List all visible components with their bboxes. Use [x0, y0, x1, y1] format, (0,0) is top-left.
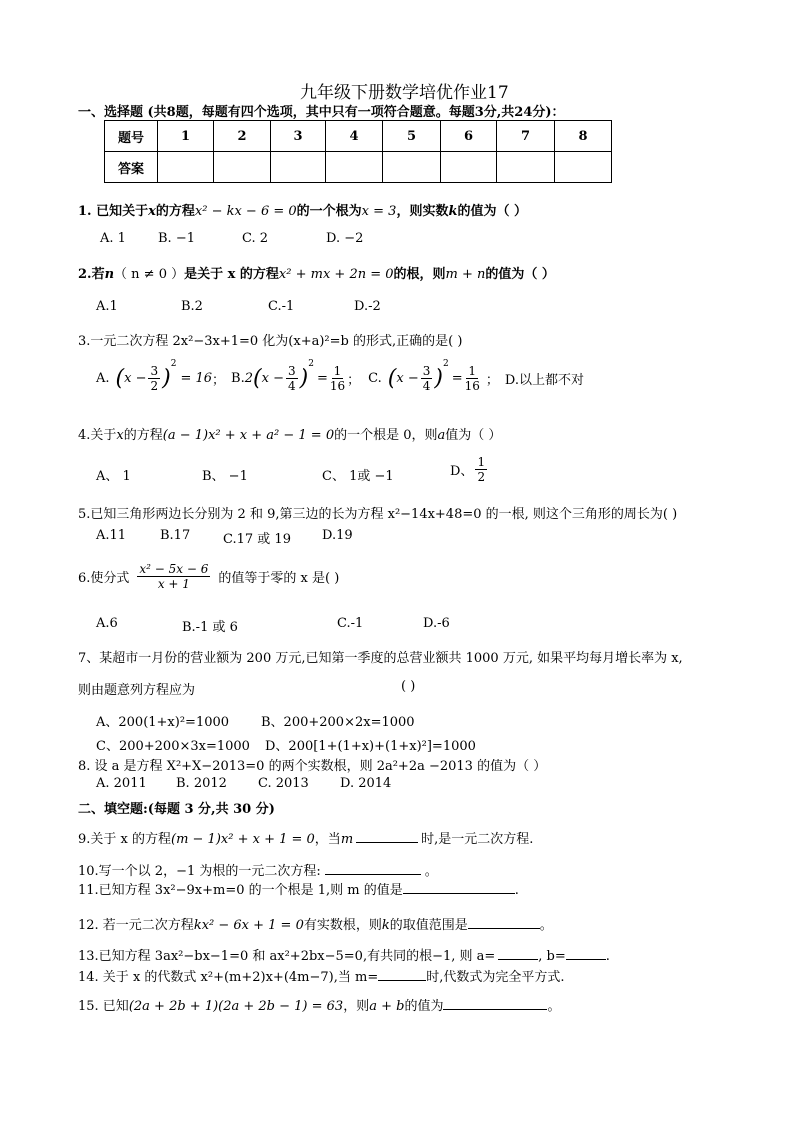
table-cell-number: 6 [441, 121, 497, 152]
q2-option-d: D.-2 [354, 299, 381, 314]
q6-option-c: C.-1 [337, 616, 364, 631]
answer-cell[interactable] [497, 152, 555, 183]
question-6-stem: 6.使分式 $\frac{\text{x² − 5x − 6}}{x + 1}$ 的值等于零的 x 是( ) [78, 561, 340, 591]
question-9: 9.关于 x 的方程(m − 1)x² + x + 1 = 0，当m 时,是一元二次方程. [78, 832, 534, 847]
q14-blank[interactable] [378, 980, 426, 981]
q11-blank[interactable] [403, 893, 515, 894]
question-2-stem: 2.若n（ n ≠ 0 ）是关于 x 的方程x² + mx + 2n = 0的根，则m + n的值为（ ） [78, 267, 555, 282]
table-cell-number: 3 [271, 121, 326, 152]
question-10: 10.写一个以 2，−1 为根的一元二次方程: 。 [78, 864, 438, 879]
question-4-stem: 4.关于x的方程(a − 1)x² + x + a² − 1 = 0的一个根是 0，则a值为（ ） [78, 428, 502, 443]
q5-option-a: A.11 [96, 528, 127, 543]
q4-d-fraction: $\frac{1}{2}$ [477, 455, 486, 484]
question-12: 12. 若一元二次方程kx² − 6x + 1 = 0有实数根，则k的取值范围是 。 [78, 918, 553, 933]
table-cell-number: 5 [383, 121, 441, 152]
table-cell-number: 8 [555, 121, 612, 152]
q2-option-c: C.-1 [268, 299, 295, 314]
table-row-numbers [105, 121, 612, 152]
q2-option-b: B.2 [181, 299, 203, 314]
q3-b-rhs: $\frac{1}{16}$ [329, 363, 346, 393]
question-1-stem: 1. 已知关于x的方程x² − kx − 6 = 0的一个根为x = 3，则实数k的值为（ ） [78, 204, 527, 219]
answer-cell[interactable] [158, 152, 214, 183]
table-cell-number: 4 [326, 121, 383, 152]
q6-option-b: B.-1 或 6 [182, 620, 238, 635]
question-7-paren: ( ) [401, 679, 416, 694]
q7-option-b: B、200+200×2x=1000 [261, 715, 415, 730]
q8-option-d: D. 2014 [340, 776, 392, 791]
q4-option-b: B、 −1 [202, 469, 248, 484]
answer-cell[interactable] [383, 152, 441, 183]
answer-table [104, 120, 612, 183]
table-label-number: 题号 [105, 121, 158, 152]
q13-blank-b[interactable] [566, 959, 606, 960]
q3-option-b-label: B. [231, 370, 245, 386]
q4-option-c: C、 1或 −1 [322, 469, 394, 484]
q9-blank[interactable] [356, 842, 418, 843]
table-cell-number: 1 [158, 121, 214, 152]
q10-blank[interactable] [325, 874, 421, 875]
answer-cell[interactable] [441, 152, 497, 183]
q3-option-d: D.以上都不对 [504, 372, 584, 388]
q3-option-a-label: A. [96, 370, 110, 386]
q1-option-a: A. 1 [100, 231, 126, 246]
question-7-line1: 7、某超市一月份的营业额为 200 万元,已知第一季度的总营业额共 1000 万元, 如果平均每月增长率为 x, [78, 651, 683, 666]
q7-option-d: D、200[1+(1+x)+(1+x)²]=1000 [265, 739, 476, 754]
q3-c-fraction: $\frac{3}{4}$ [422, 363, 431, 393]
table-cell-number: 7 [497, 121, 555, 152]
q6-option-d: D.-6 [423, 616, 450, 631]
q13-blank-a[interactable] [498, 959, 538, 960]
question-5-stem: 5.已知三角形两边长分别为 2 和 9,第三边的长为方程 x²−14x+48=0 的一根, 则这个三角形的周长为( ) [78, 507, 678, 522]
q4-option-d: D、 $\frac{1}{2}$ [450, 455, 486, 484]
q2-option-a: A.1 [96, 299, 118, 314]
table-row-answers [105, 152, 612, 183]
question-13: 13.已知方程 3ax²−bx−1=0 和 ax²+2bx−5=0,有共同的根−1, 则 a= , b= . [78, 949, 610, 964]
q1-option-b: B. −1 [158, 231, 195, 246]
section1-header: 一、选择题 (共8题，每题有四个选项，其中只有一项符合题意。每题3分,共24分)： [78, 105, 565, 120]
question-3-stem: 3.一元二次方程 2x²−3x+1=0 化为(x+a)²=b 的形式,正确的是( ) [78, 334, 463, 349]
q5-option-d: D.19 [322, 528, 353, 543]
q7-option-a: A、200(1+x)²=1000 [96, 715, 230, 730]
q8-option-a: A. 2011 [96, 776, 147, 791]
q3-c-rhs: $\frac{1}{16}$ [464, 363, 480, 393]
question-8-stem: 8. 设 a 是方程 X²+X−2013=0 的两个实数根，则 2a²+2a −2013 的值为（ ） [78, 759, 547, 774]
q8-option-c: C. 2013 [258, 776, 309, 791]
q4-option-a: A、 1 [96, 469, 131, 484]
q3-options: A. ( x − $\frac{3}{2}$ ) $^2$ = 16 ； B. 2 ( x − $\frac{3}{4}$ ) $^2$ = $\frac{1}{16}$ ； C. ( x − $\frac{3}{4}$ ) $^2$ = $\frac{1}{16}$ ； D.以上都不对 [96, 359, 584, 393]
table-cell-number: 2 [214, 121, 271, 152]
q1-option-d: D. −2 [326, 231, 364, 246]
answer-cell[interactable] [271, 152, 326, 183]
question-7-line2: 则由题意列方程应为 [78, 683, 196, 698]
question-11: 11.已知方程 3x²−9x+m=0 的一个根是 1,则 m 的值是 . [78, 883, 519, 898]
section2-header: 二、填空题:(每题 3 分,共 30 分) [78, 802, 275, 817]
q5-option-c: C.17 或 19 [223, 532, 291, 547]
question-15: 15. 已知(2a + 2b + 1)(2a + 2b − 1) = 63，则a + b的值为 。 [78, 999, 561, 1014]
q6-option-a: A.6 [96, 616, 118, 631]
q3-b-fraction: $\frac{3}{4}$ [287, 363, 296, 393]
q7-option-c: C、200+200×3x=1000 [96, 739, 250, 754]
q1-option-c: C. 2 [242, 231, 269, 246]
answer-cell[interactable] [214, 152, 271, 183]
answer-cell[interactable] [326, 152, 383, 183]
q6-fraction: $\frac{\text{x² − 5x − 6}}{x + 1}$ [139, 561, 209, 591]
page-title: 九年级下册数学培优作业17 [300, 83, 509, 103]
q3-a-fraction: $\frac{3}{2}$ [150, 363, 159, 393]
q15-blank[interactable] [443, 1009, 547, 1010]
q3-option-c-label: C. [368, 370, 382, 386]
q12-blank[interactable] [468, 928, 540, 929]
table-label-answer: 答案 [105, 152, 158, 183]
q5-option-b: B.17 [160, 528, 191, 543]
question-14: 14. 关于 x 的代数式 x²+(m+2)x+(4m−7),当 m= 时,代数式为完全平方式. [78, 970, 565, 985]
answer-cell[interactable] [555, 152, 612, 183]
q8-option-b: B. 2012 [176, 776, 227, 791]
